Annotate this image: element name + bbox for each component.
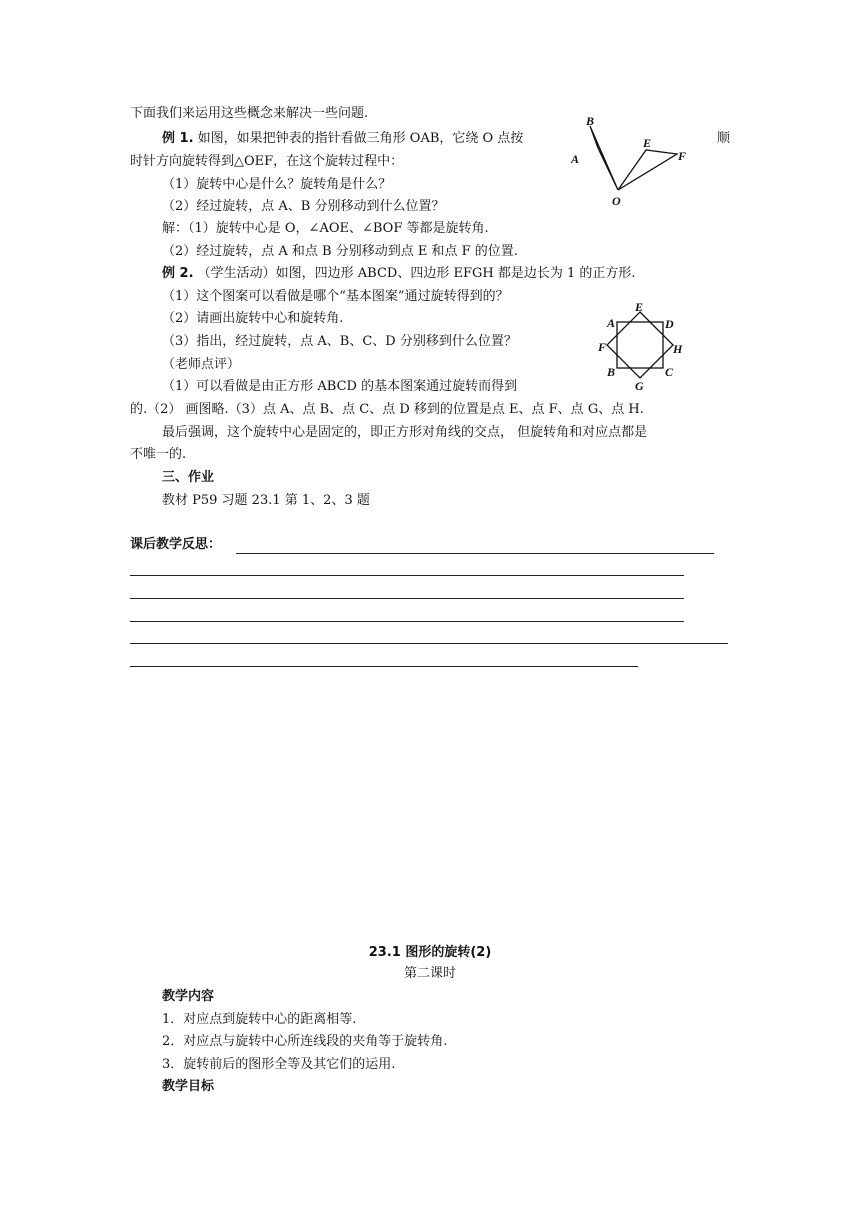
reflection-label: 课后教学反思： — [130, 537, 222, 552]
example1-line1-tail: 顺 — [717, 131, 731, 146]
content-item-2: 2．对应点与旋转中心所连线段的夹角等于旋转角. — [162, 1034, 448, 1049]
label-o: O — [612, 194, 621, 208]
emphasis-line1: 最后强调，这个旋转中心是固定的，即正方形对角线的交点， 但旋转角和对应点都是 — [162, 425, 648, 440]
reflection-rule-4 — [130, 621, 684, 622]
label-d2: D — [665, 317, 674, 331]
label-e2: E — [635, 300, 644, 314]
example1-label: 例 1. — [162, 131, 194, 146]
example2-question3: （3）指出，经过旋转，点 A、B、C、D 分别移到什么位置？ — [162, 334, 517, 349]
example1-line2: 时针方向旋转得到△OEF，在这个旋转过程中： — [130, 154, 404, 169]
example1-question1: （1）旋转中心是什么？旋转角是什么？ — [162, 177, 392, 192]
example2-question1: （1）这个图案可以看做是哪个“基本图案”通过旋转得到的？ — [162, 289, 509, 304]
figure-clock-rotation — [565, 110, 705, 210]
content-item-3: 3．旋转前后的图形全等及其它们的运用. — [162, 1057, 396, 1072]
reflection-rule-1 — [236, 553, 714, 554]
label-a2: A — [607, 316, 616, 330]
example2-label: 例 2. — [162, 266, 194, 281]
emphasis-line2: 不唯一的. — [130, 447, 187, 462]
figure-two-squares — [595, 302, 685, 392]
label-g2: G — [635, 379, 644, 393]
homework-heading: 三、作业 — [162, 470, 215, 485]
triangle-oef — [618, 150, 677, 190]
example1-solution1: 解：（1）旋转中心是 O，∠AOE、∠BOF 等都是旋转角. — [162, 221, 489, 236]
intro-text: 下面我们来运用这些概念来解决一些问题. — [130, 106, 369, 121]
example2-text: （学生活动）如图，四边形 ABCD、四边形 EFGH 都是边长为 1 的正方形. — [197, 266, 636, 281]
example1-text: 如图，如果把钟表的指针看做三角形 OAB，它绕 O 点按 — [197, 131, 524, 146]
teaching-content-heading: 教学内容 — [162, 989, 215, 1004]
triangle-oab — [590, 126, 618, 190]
reflection-rule-6 — [130, 666, 638, 667]
example2-answer2: 的.（2） 画图略.（3）点 A、点 B、点 C、点 D 移到的位置是点 E、点 F、点 G、点 H. — [130, 402, 644, 417]
example2-review: （老师点评） — [162, 357, 241, 372]
label-b: B — [586, 114, 595, 128]
section2-title: 23.1 图形的旋转(2) — [368, 945, 492, 960]
reflection-rule-2 — [130, 575, 684, 576]
section2-subtitle: 第二课时 — [403, 966, 456, 981]
label-a: A — [571, 152, 580, 166]
label-f: F — [678, 149, 687, 163]
example2-question2: （2）请画出旋转中心和旋转角. — [162, 311, 344, 326]
example2-line1 — [162, 265, 636, 283]
example1-solution2: （2）经过旋转，点 A 和点 B 分别移动到点 E 和点 F 的位置. — [162, 244, 518, 259]
content-item-1: 1．对应点到旋转中心的距离相等. — [162, 1012, 357, 1027]
example2-answer1: （1）可以看做是由正方形 ABCD 的基本图案通过旋转而得到 — [162, 379, 518, 394]
label-f2: F — [598, 340, 607, 354]
teaching-goals-heading: 教学目标 — [162, 1079, 215, 1094]
label-c2: C — [665, 365, 674, 379]
reflection-rule-3 — [130, 598, 684, 599]
label-b2: B — [607, 365, 616, 379]
homework-text: 教材 P59 习题 23.1 第 1、2、3 题 — [162, 493, 370, 508]
reflection-rule-5 — [130, 643, 728, 644]
example1-question2: （2）经过旋转，点 A、B 分别移动到什么位置？ — [162, 199, 445, 214]
label-h2: H — [673, 342, 683, 356]
label-e: E — [643, 136, 652, 150]
example1-line1 — [162, 130, 523, 148]
